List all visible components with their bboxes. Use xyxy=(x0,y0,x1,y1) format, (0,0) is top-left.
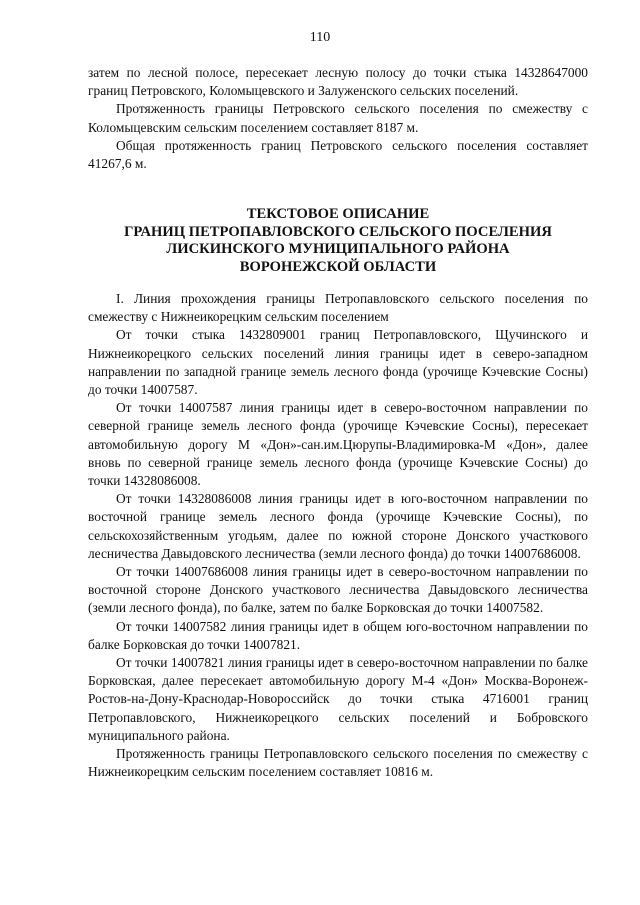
body-paragraph-5: От точки 14007686008 линия границы идет в северо-восточном направлении по восточной стороне Донского участкового лесничества Давыдовского лесничества (земли лесного фонда), по балке, затем по балке Борковская до точки 14007582. xyxy=(88,564,588,616)
section-heading xyxy=(88,206,588,276)
body-paragraph-4: От точки 14328086008 линия границы идет в юго-восточном направлении по восточной границе земель лесного фонда (урочище Кэчевские Сосны), по сельскохозяйственным угодьям, далее по южной стороне Донского участкового лесничества Давыдовского лесничества (земли лесного фонда) до точки 14007686008. xyxy=(88,491,588,561)
body-paragraph-7: От точки 14007821 линия границы идет в северо-восточном направлении по балке Борковская, далее пересекает автомобильную дорогу М-4 «Дон» Москва-Воронеж-Ростов-на-Дону-Краснодар-Новороссийск до точки стыка 4716001 границ Петропавловского, Нижнеикорецкого сельских поселений и Бобровского муниципального района. xyxy=(88,655,588,743)
boundary-description xyxy=(88,290,588,781)
body-paragraph-8: Протяженность границы Петропавловского сельского поселения по смежеству с Нижнеикорецким сельским поселением составляет 10816 м. xyxy=(88,746,588,780)
heading-line-4: ВОРОНЕЖСКОЙ ОБЛАСТИ xyxy=(239,258,437,275)
intro-paragraph-1: затем по лесной полосе, пересекает лесную полосу до точки стыка 14328647000 границ Петровского, Коломыцевского и Залуженского сельских поселений. xyxy=(88,65,588,99)
intro-paragraph-3: Общая протяженность границ Петровского сельского поселения составляет 41267,6 м. xyxy=(88,137,588,172)
body-paragraph-1: I. Линия прохождения границы Петропавловского сельского поселения по смежеству с Нижнеикорецким сельским поселением xyxy=(88,291,588,325)
body-paragraph-3: От точки 14007587 линия границы идет в северо-восточном направлении по северной границе земель лесного фонда (урочище Кэчевские Сосны), пересекает автомобильную дорогу М «Дон»-сан.им.Цюрупы-Владимировка-М «Дон», далее вновь по северной границе земель лесного фонда (урочище Кэчевские Сосны) до точки 14328086008. xyxy=(88,400,588,489)
body-paragraph-2: От точки стыка 1432809001 границ Петропавловского, Щучинского и Нижнеикорецкого сельских поселений линия границы идет в северо-западном направлении по западной границе земель лесного фонда (урочище Кэчевские Сосны) до точки 14007587. xyxy=(88,327,588,398)
heading-line-2: ГРАНИЦ ПЕТРОПАВЛОВСКОГО СЕЛЬСКОГО ПОСЕЛЕНИЯ xyxy=(124,223,552,240)
heading-line-1: ТЕКСТОВОЕ ОПИСАНИЕ xyxy=(246,206,430,222)
heading-line-3: ЛИСКИНСКОГО МУНИЦИПАЛЬНОГО РАЙОНА xyxy=(166,241,510,258)
page-number: 110 xyxy=(309,30,331,45)
body-paragraph-6: От точки 14007582 линия границы идет в общем юго-восточном направлении по балке Борковская до точки 14007821. xyxy=(88,618,588,652)
intro-text xyxy=(88,64,588,173)
intro-paragraph-2: Протяженность границы Петровского сельского поселения по смежеству с Коломыцевским сельским поселением составляет 8187 м. xyxy=(88,101,588,135)
